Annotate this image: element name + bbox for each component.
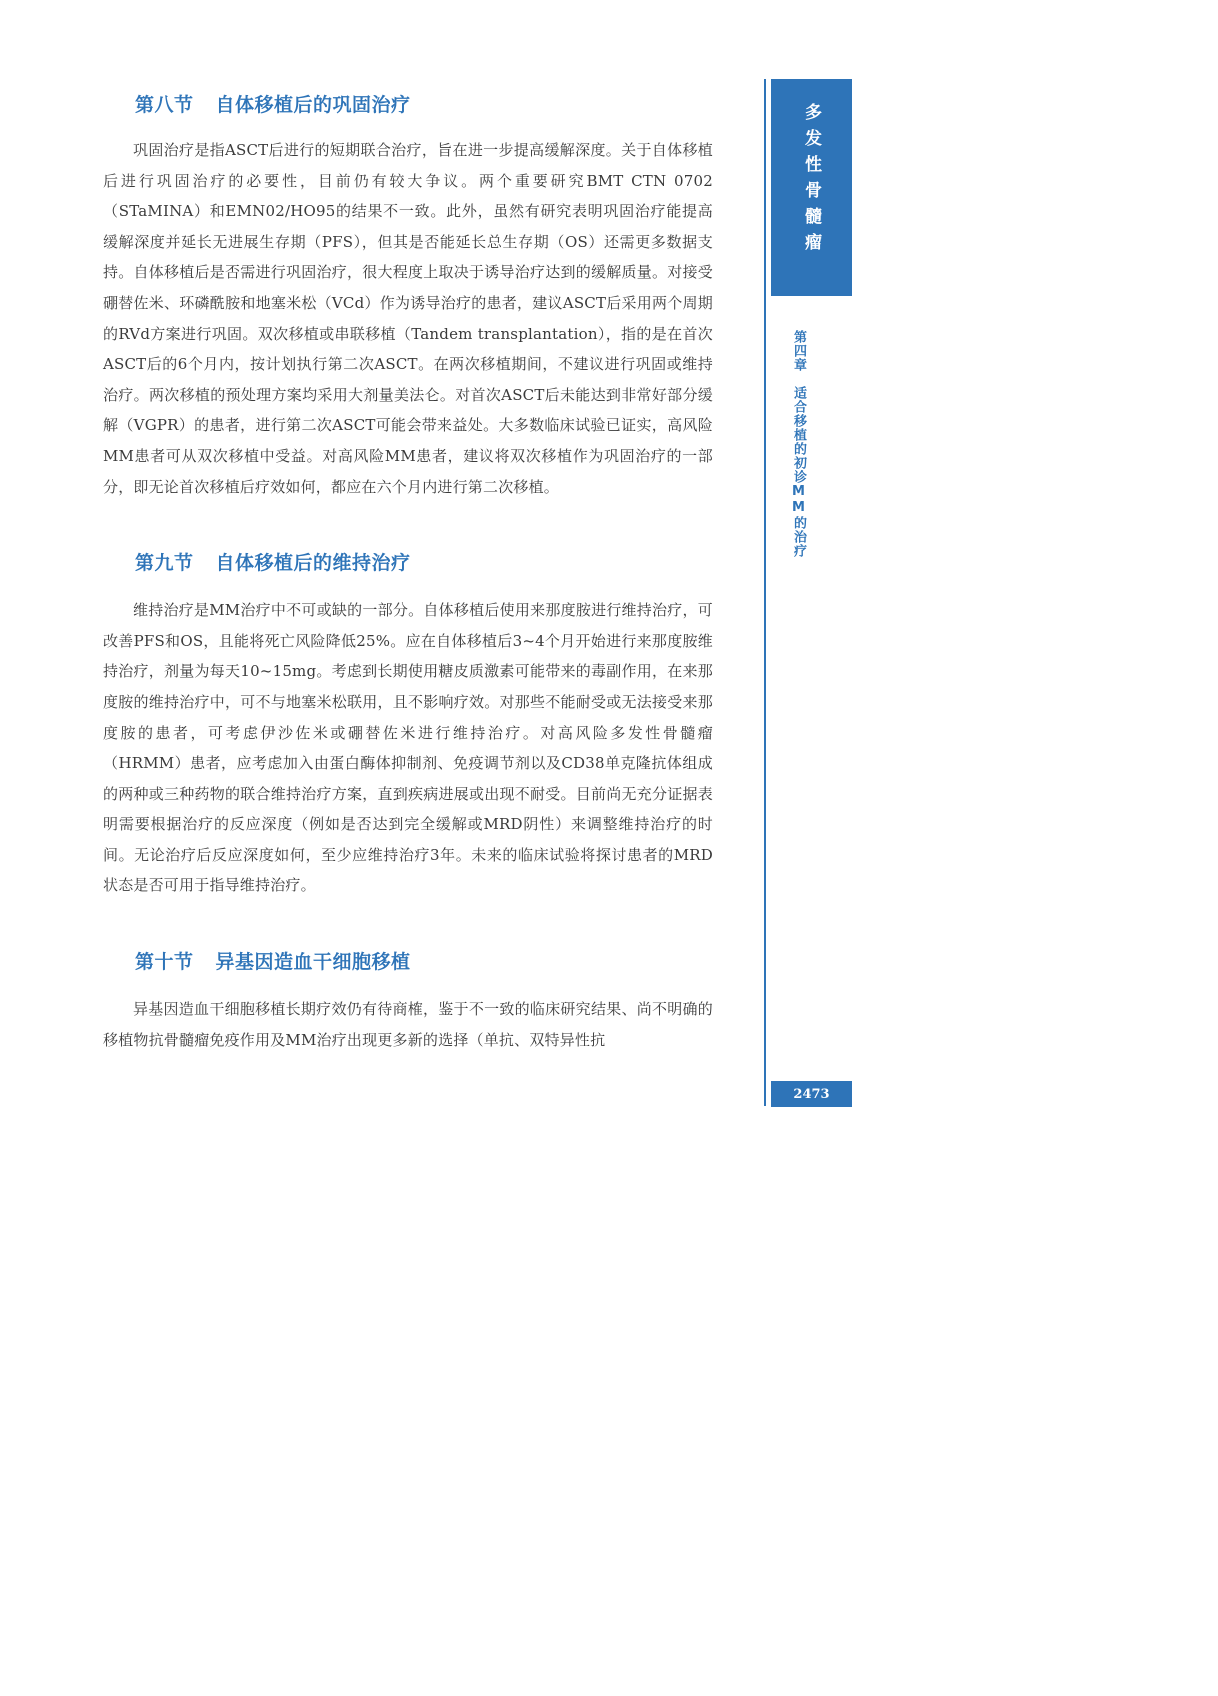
sidebar-rule xyxy=(764,79,766,1106)
section-heading xyxy=(103,947,713,974)
section-10 xyxy=(103,947,713,1055)
section-number: 第九节 xyxy=(135,552,194,575)
section-9 xyxy=(103,548,713,901)
page-content xyxy=(103,84,713,1055)
section-paragraph: 巩固治疗是指ASCT后进行的短期联合治疗，旨在进一步提高缓解深度。关于自体移植后进行巩固治疗的必要性，目前仍有较大争议。两个重要研究BMT CTN 0702（STaMINA）和EMN02/HO95的结果不一致。此外，虽然有研究表明巩固治疗能提高缓解深度并延长无进展生存期（PFS），但其是否能延长总生存期（OS）还需更多数据支持。自体移植后是否需进行巩固治疗，很大程度上取决于诱导治疗达到的缓解质量。对接受硼替佐米、环磷酰胺和地塞米松（VCd）作为诱导治疗的患者，建议ASCT后采用两个周期的RVd方案进行巩固。双次移植或串联移植（Tandem transplantation），指的是在首次ASCT后的6个月内，按计划执行第二次ASCT。在两次移植期间，不建议进行巩固或维持治疗。两次移植的预处理方案均采用大剂量美法仑。对首次ASCT后未能达到非常好部分缓解（VGPR）的患者，进行第二次ASCT可能会带来益处。大多数临床试验已证实，高风险MM患者可从双次移植中受益。对高风险MM患者，建议将双次移植作为巩固治疗的一部分，即无论首次移植后疗效如何，都应在六个月内进行第二次移植。 xyxy=(103,141,713,496)
section-title: 自体移植后的维持治疗 xyxy=(215,552,411,575)
book-title: 多发性骨髓瘤 xyxy=(801,103,821,259)
section-title: 自体移植后的巩固治疗 xyxy=(215,94,411,116)
page-number: 2473 xyxy=(793,1086,830,1102)
chapter-number: 第四章 xyxy=(791,330,806,372)
chapter-title: 适合移植的初诊MM的治疗 xyxy=(791,386,806,558)
book-title-tab xyxy=(771,79,852,296)
section-number: 第八节 xyxy=(135,94,194,116)
chapter-label xyxy=(792,330,805,558)
section-title: 异基因造血干细胞移植 xyxy=(215,951,411,974)
section-paragraph: 维持治疗是MM治疗中不可或缺的一部分。自体移植后使用来那度胺进行维持治疗，可改善PFS和OS，且能将死亡风险降低25%。应在自体移植后3~4个月开始进行来那度胺维持治疗，剂量为每天10~15mg。考虑到长期使用糖皮质激素可能带来的毒副作用，在来那度胺的维持治疗中，可不与地塞米松联用，且不影响疗效。对那些不能耐受或无法接受来那度胺的患者，可考虑伊沙佐米或硼替佐米进行维持治疗。对高风险多发性骨髓瘤（HRMM）患者，应考虑加入由蛋白酶体抑制剂、免疫调节剂以及CD38单克隆抗体组成的两种或三种药物的联合维持治疗方案，直到疾病进展或出现不耐受。目前尚无充分证据表明需要根据治疗的反应深度（例如是否达到完全缓解或MRD阴性）来调整维持治疗的时间。无论治疗后反应深度如何，至少应维持治疗3年。未来的临床试验将探讨患者的MRD状态是否可用于指导维持治疗。 xyxy=(103,601,713,895)
section-heading xyxy=(103,90,713,117)
section-8 xyxy=(103,90,713,502)
page-number-box xyxy=(771,1081,852,1107)
section-heading xyxy=(103,548,713,575)
section-number: 第十节 xyxy=(135,951,194,974)
section-paragraph: 异基因造血干细胞移植长期疗效仍有待商榷，鉴于不一致的临床研究结果、尚不明确的移植物抗骨髓瘤免疫作用及MM治疗出现更多新的选择（单抗、双特异性抗 xyxy=(103,1000,713,1049)
